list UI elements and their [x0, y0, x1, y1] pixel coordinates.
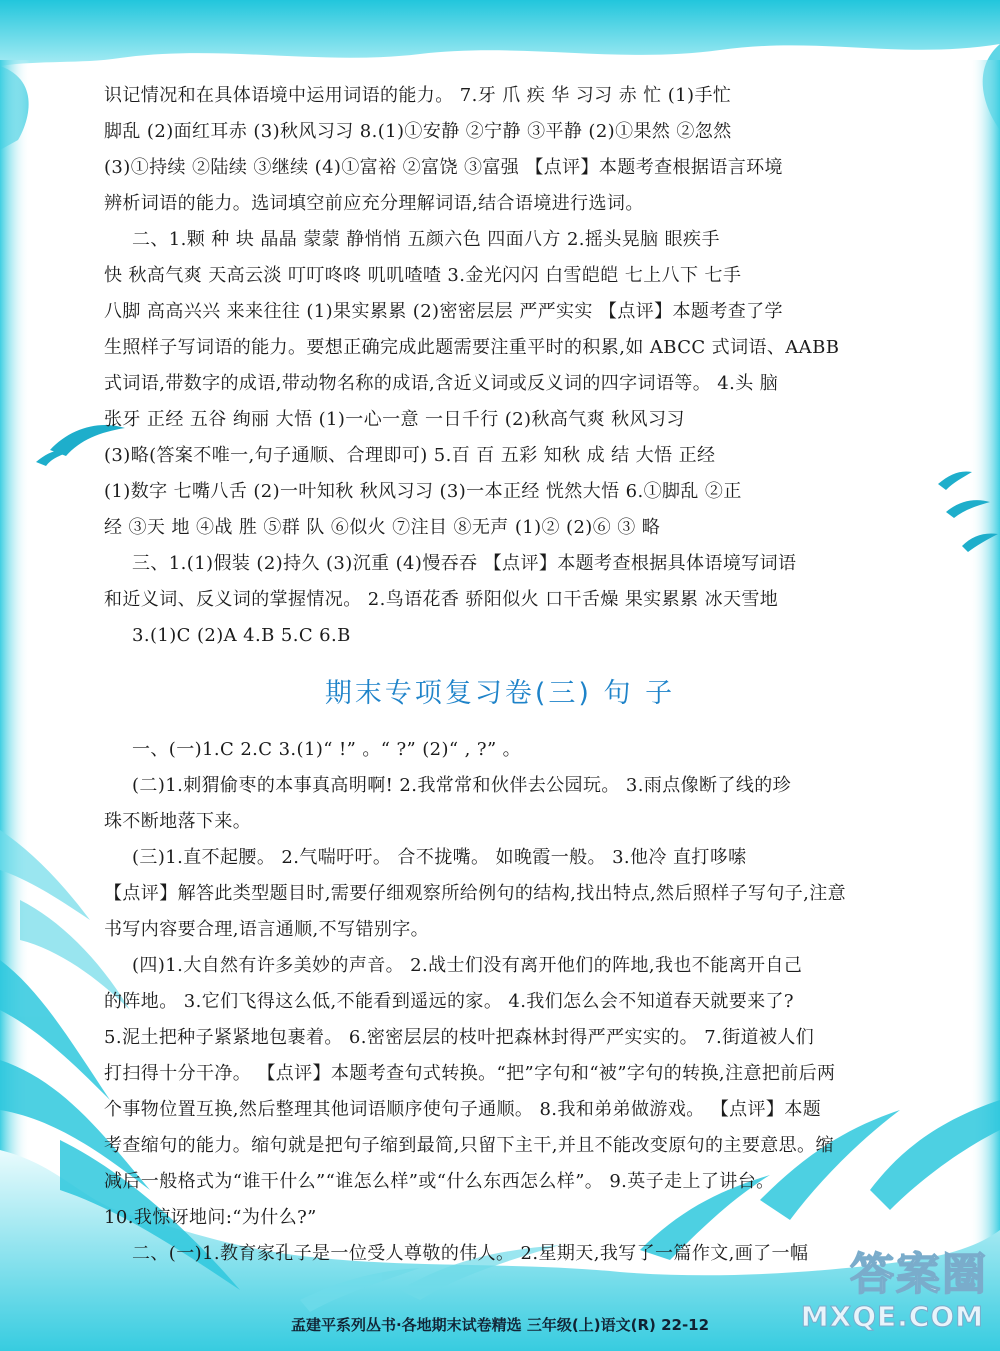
- text-line: 一、(一)1.C 2.C 3.(1)“ !” 。“ ?” (2)“ , ?” 。: [132, 739, 522, 760]
- text-line: 的阵地。 3.它们飞得这么低,不能看到遥远的家。 4.我们怎么会不知道春天就要来了?: [104, 991, 794, 1012]
- text-line: 快 秋高气爽 天高云淡 叮叮咚咚 叽叽喳喳 3.金光闪闪 白雪皑皑 七上八下 七手: [104, 265, 742, 286]
- text-line: 和近义词、反义词的掌握情况。 2.鸟语花香 骄阳似火 口干舌燥 果实累累 冰天雪地: [104, 589, 779, 610]
- text-line: 八脚 高高兴兴 来来往往 (1)果实累累 (2)密密层层 严严实实 【点评】本题考查了学: [104, 301, 783, 322]
- watermark-url-text: MXQE.COM: [800, 1300, 984, 1333]
- text-line: (3)略(答案不唯一,句子通顺、合理即可) 5.百 百 五彩 知秋 成 结 大悟 正经: [104, 445, 716, 466]
- text-line: 打扫得十分干净。 【点评】本题考查句式转换。“把”字句和“被”字句的转换,注意把前后两: [104, 1063, 836, 1084]
- section-title: 期末专项复习卷(三) 句 子: [324, 678, 676, 709]
- text-line: 脚乱 (2)面红耳赤 (3)秋风习习 8.(1)①安静 ②宁静 ③平静 (2)①果然 ②忽然: [104, 121, 732, 142]
- text-line: 珠不断地落下来。: [104, 811, 252, 832]
- text-line: (二)1.刺猬偷枣的本事真高明啊! 2.我常常和伙伴去公园玩。 3.雨点像断了线的珍: [132, 775, 792, 796]
- text-line: 生照样子写词语的能力。要想正确完成此题需要注重平时的积累,如 ABCC 式词语、AABB: [104, 337, 840, 358]
- watermark-logo: [800, 1238, 988, 1343]
- text-line: 减后一般格式为“谁干什么”“谁怎么样”或“什么东西怎么样”。 9.英子走上了讲台。: [104, 1171, 775, 1192]
- text-line: 个事物位置互换,然后整理其他词语顺序使句子通顺。 8.我和弟弟做游戏。 【点评】本题: [104, 1099, 822, 1120]
- text-line: 辨析词语的能力。选词填空前应充分理解词语,结合语境进行选词。: [104, 193, 644, 214]
- text-line: 3.(1)C (2)A 4.B 5.C 6.B: [132, 625, 351, 646]
- text-line: 【点评】解答此类型题目时,需要仔细观察所给例句的结构,找出特点,然后照样子写句子,注意: [104, 883, 847, 904]
- text-line: 书写内容要合理,语言通顺,不写错别字。: [104, 919, 430, 940]
- text-line: 二、1.颗 种 块 晶晶 蒙蒙 静悄悄 五颜六色 四面八方 2.摇头晃脑 眼疾手: [132, 229, 720, 250]
- text-line: 张牙 正经 五谷 绚丽 大悟 (1)一心一意 一日千行 (2)秋高气爽 秋风习习: [104, 409, 685, 430]
- text-line: 式词语,带数字的成语,带动物名称的成语,含近义词或反义词的四字词语等。 4.头 脑: [104, 373, 779, 394]
- text-line: (四)1.大自然有许多美妙的声音。 2.战士们没有离开他们的阵地,我也不能离开自己: [132, 955, 803, 976]
- text-line: 识记情况和在具体语境中运用词语的能力。 7.牙 爪 疾 华 习习 赤 忙 (1)手忙: [104, 85, 732, 106]
- text-line: 5.泥土把种子紧紧地包裹着。 6.密密层层的枝叶把森林封得严严实实的。 7.街道被人们: [104, 1027, 815, 1048]
- text-line: (1)数字 七嘴八舌 (2)一叶知秋 秋风习习 (3)一本正经 恍然大悟 6.①脚乱 ②正: [104, 481, 742, 502]
- text-line: 三、1.(1)假装 (2)持久 (3)沉重 (4)慢吞吞 【点评】本题考查根据具体语境写词语: [132, 553, 797, 574]
- text-line: 经 ③天 地 ④战 胜 ⑤群 队 ⑥似火 ⑦注目 ⑧无声 (1)② (2)⑥ ③ 略: [104, 517, 661, 538]
- text-line: (3)①持续 ②陆续 ③继续 (4)①富裕 ②富饶 ③富强 【点评】本题考查根据语言环境: [104, 157, 783, 178]
- page-footer: 孟建平系列丛书·各地期末试卷精选 三年级(上)语文(R) 22-12: [290, 1316, 710, 1334]
- text-line: 考查缩句的能力。缩句就是把句子缩到最简,只留下主干,并且不能改变原句的主要意思。缩: [104, 1135, 834, 1156]
- text-line: (三)1.直不起腰。 2.气喘吁吁。 合不拢嘴。 如晚霞一般。 3.他冷 直打哆嗦: [132, 847, 747, 868]
- text-line: 二、(一)1.教育家孔子是一位受人尊敬的伟人。 2.星期天,我写了一篇作文,画了一幅: [132, 1243, 809, 1264]
- text-line: 10.我惊讶地问:“为什么?”: [104, 1207, 317, 1228]
- watermark-main-text: 答案圈: [850, 1249, 988, 1300]
